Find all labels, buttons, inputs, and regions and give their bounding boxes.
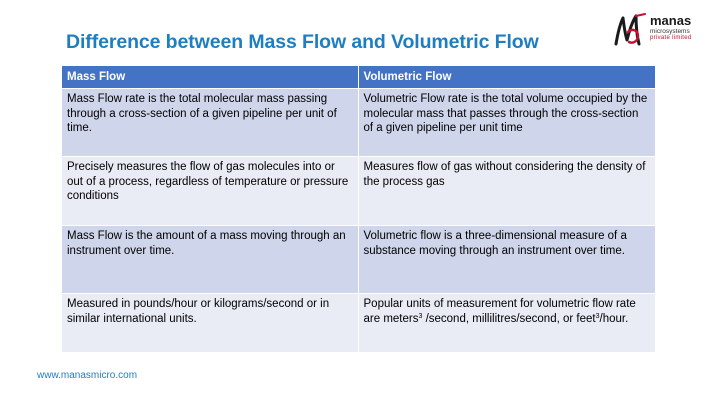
company-logo (612, 10, 712, 52)
slide-title: Difference between Mass Flow and Volumetric Flow (66, 31, 539, 53)
table-row (62, 157, 655, 226)
units-text-a: Popular units of measurement for volumetric flow rate are meters (363, 298, 636, 325)
superscript-3: 3 (418, 312, 423, 320)
units-text-b: /second, millilitres/second, or feet (422, 312, 596, 325)
units-text-c: /hour. (599, 312, 629, 325)
cell-mass-definition: Mass Flow rate is the total molecular mass passing through a cross-section of a given pipeline per unit of time. (62, 89, 358, 157)
cell-volumetric-definition: Volumetric Flow rate is the total volume occupied by the molecular mass that passes through the cross-section of a given pipeline per unit time (358, 89, 655, 157)
logo-subtitle: microsystems (650, 28, 690, 35)
logo-subtitle-2: private limited (650, 35, 692, 41)
cell-volumetric-units (358, 294, 655, 353)
cell-mass-amount: Mass Flow is the amount of a mass moving through an instrument over time. (62, 226, 358, 294)
header-mass-flow: Mass Flow (62, 66, 358, 89)
comparison-table (62, 66, 656, 352)
cell-mass-measurement: Precisely measures the flow of gas molecules into or out of a process, regardless of temperature or pressure conditions (62, 157, 358, 226)
logo-name: manas (650, 13, 692, 28)
cell-volumetric-measurement: Measures flow of gas without considering the density of the process gas (358, 157, 655, 226)
table-row (62, 226, 655, 294)
cell-mass-units: Measured in pounds/hour or kilograms/second or in similar international units. (62, 294, 358, 353)
table-row (62, 294, 655, 353)
cell-volumetric-amount: Volumetric flow is a three-dimensional measure of a substance moving through an instrument over time. (358, 226, 655, 294)
header-volumetric-flow: Volumetric Flow (358, 66, 655, 89)
table-row (62, 89, 655, 157)
footer-website-link[interactable]: www.manasmicro.com (37, 370, 138, 381)
manas-logo-icon (612, 10, 648, 50)
superscript-3-b: 3 (595, 312, 600, 320)
table-header-row (62, 66, 655, 89)
